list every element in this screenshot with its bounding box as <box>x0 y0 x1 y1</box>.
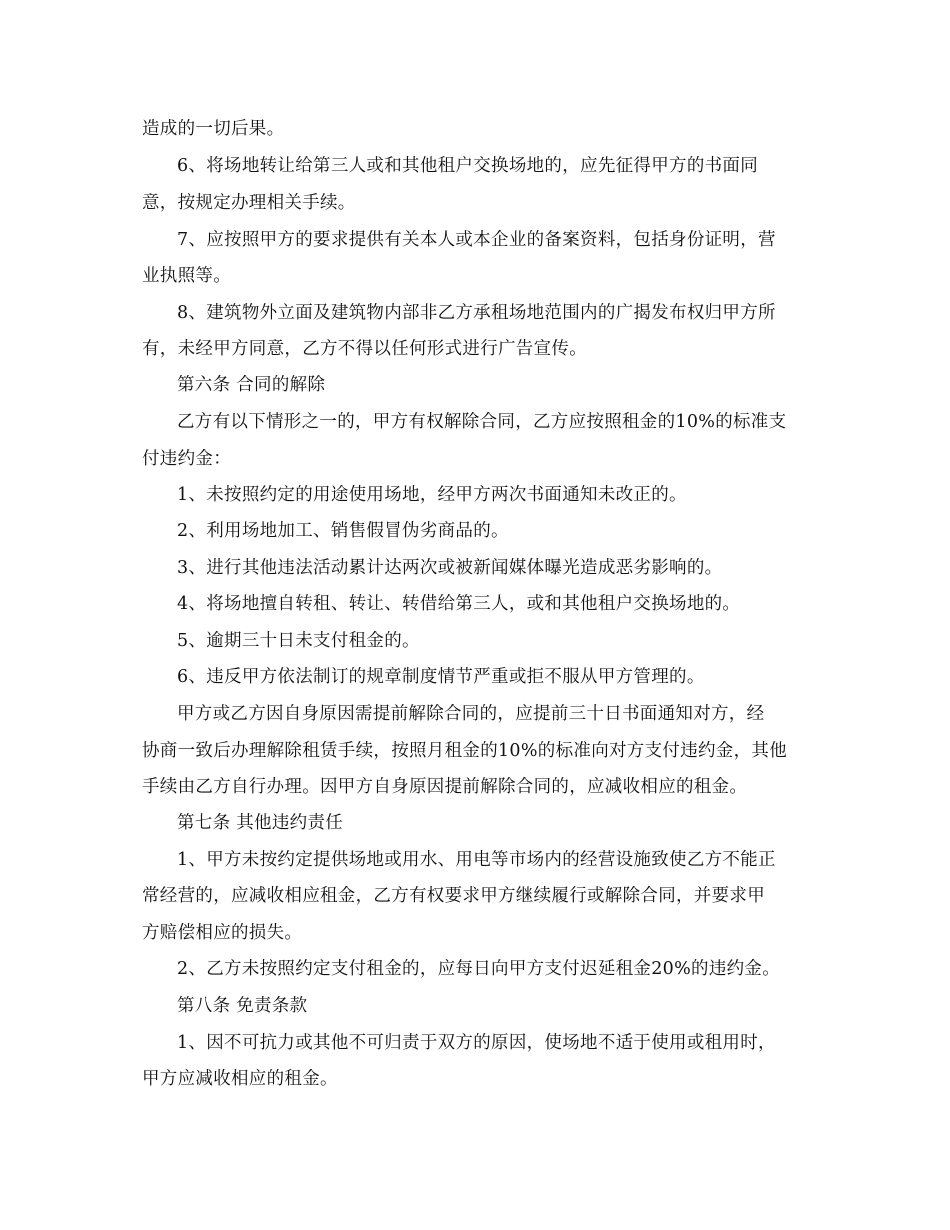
section-heading: 第六条 合同的解除 <box>177 375 326 395</box>
text-line: 手续由乙方自行办理。因甲方自身原因提前解除合同的，应减收相应的租金。 <box>142 777 748 797</box>
text-line: 常经营的，应减收相应租金，乙方有权要求甲方继续履行或解除合同，并要求甲 <box>142 886 765 906</box>
text-line: 甲方或乙方因自身原因需提前解除合同的，应提前三十日书面通知对方，经 <box>177 704 765 724</box>
text-line: 6、将场地转让给第三人或和其他租户交换场地的，应先征得甲方的书面同 <box>177 156 759 176</box>
text-line: 7、应按照甲方的要求提供有关本人或本企业的备案资料，包括身份证明，营 <box>177 230 776 250</box>
text-line: 2、乙方未按照约定支付租金的，应每日向甲方支付迟延租金20%的违约金。 <box>177 959 781 979</box>
text-line: 1、未按照约定的用途使用场地，经甲方两次书面通知未改正的。 <box>177 485 687 505</box>
text-line: 1、甲方未按约定提供场地或用水、用电等市场内的经营设施致使乙方不能正 <box>177 850 776 870</box>
text-line: 8、建筑物外立面及建筑物内部非乙方承租场地范围内的广揭发布权归甲方所 <box>177 303 776 323</box>
section-heading: 第八条 免责条款 <box>177 996 308 1016</box>
text-line: 6、违反甲方依法制订的规章制度情节严重或拒不服从甲方管理的。 <box>177 667 705 687</box>
text-line: 协商一致后办理解除租赁手续，按照月租金的10%的标准向对方支付违约金，其他 <box>142 741 787 761</box>
text-line: 1、因不可抗力或其他不可归责于双方的原因，使场地不适于使用或租用时， <box>177 1033 776 1053</box>
text-line: 5、逾期三十日未支付租金的。 <box>177 631 420 651</box>
text-line: 4、将场地擅自转租、转让、转借给第三人，或和其他租户交换场地的。 <box>177 594 741 614</box>
text-line: 甲方应减收相应的租金。 <box>142 1069 338 1089</box>
text-line: 3、进行其他违法活动累计达两次或被新闻媒体曝光造成恶劣影响的。 <box>177 558 723 578</box>
text-line: 业执照等。 <box>142 266 231 286</box>
text-line: 乙方有以下情形之一的，甲方有权解除合同，乙方应按照租金的10%的标准支 <box>177 412 787 432</box>
text-line: 有，未经甲方同意，乙方不得以任何形式进行广告宣传。 <box>142 339 587 359</box>
text-line: 2、利用场地加工、销售假冒伪劣商品的。 <box>177 521 509 541</box>
text-line: 意，按规定办理相关手续。 <box>142 193 356 213</box>
text-line: 造成的一切后果。 <box>142 119 285 139</box>
text-line: 方赔偿相应的损失。 <box>142 923 303 943</box>
text-line: 付违约金： <box>142 449 231 469</box>
section-heading: 第七条 其他违约责任 <box>177 813 344 833</box>
